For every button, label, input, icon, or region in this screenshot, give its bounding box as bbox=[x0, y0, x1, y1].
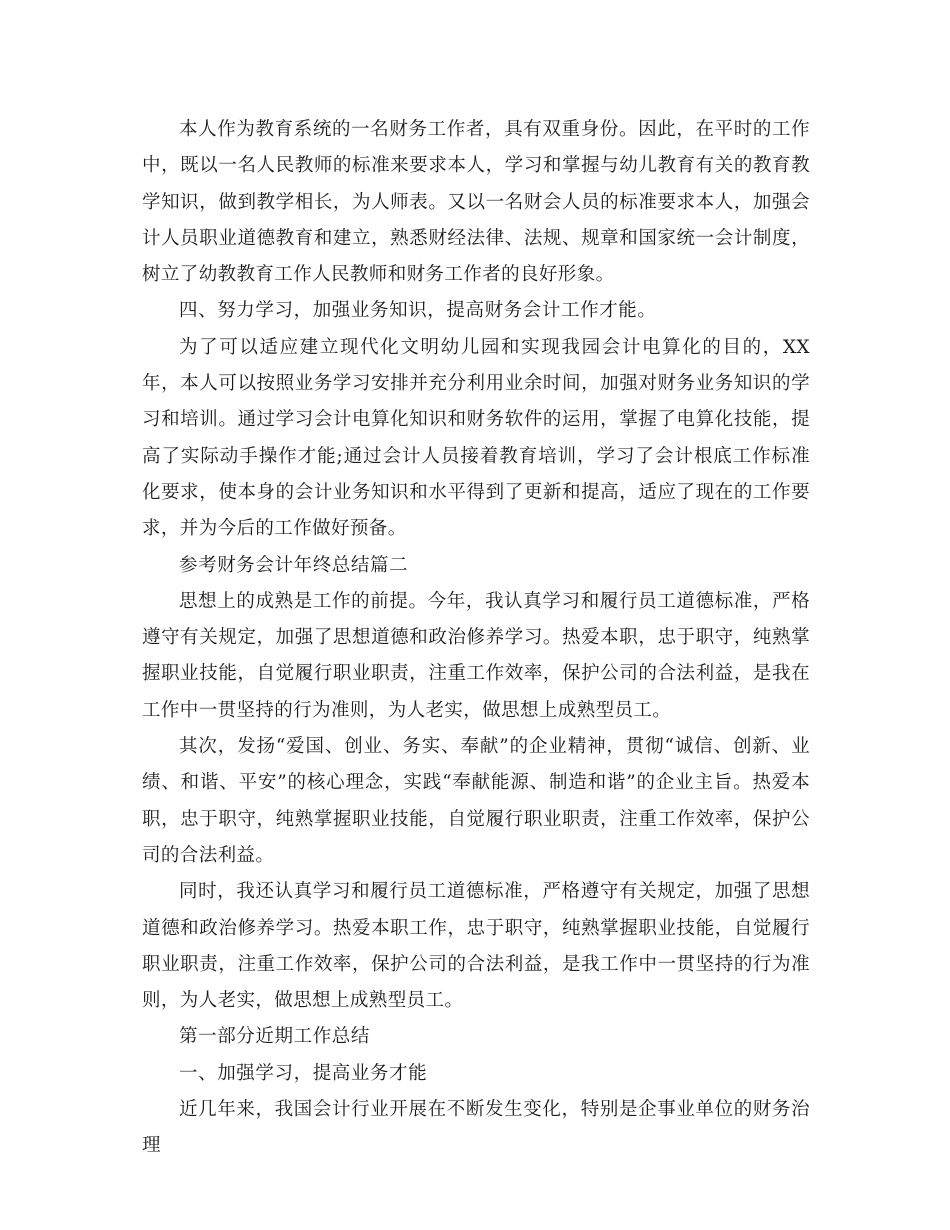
section-heading-part-two: 参考财务会计年终总结篇二 bbox=[179, 554, 409, 576]
section-heading-strengthen-learning: 一、加强学习，提高业务才能 bbox=[179, 1062, 428, 1084]
paragraph-dual-identity: 本人作为教育系统的一名财务工作者，具有双重身份。因此，在平时的工作中，既以一名人民教师的标准来要求本人，学习和掌握与幼儿教育有关的教育教学知识，做到教学相长，为人师表。又以一名财会人员的标准要求本人，加强会计人员职业道德教育和建立，熟悉财经法律、法规、规章和国家统一会计制度，树立了幼教教育工作人民教师和财务工作者的良好形象。 bbox=[142, 119, 810, 286]
document-body bbox=[142, 112, 810, 1165]
section-heading-study: 四、努力学习，加强业务知识，提高财务会计工作才能。 bbox=[179, 300, 657, 322]
paragraph-ideological-maturity: 思想上的成熟是工作的前提。今年，我认真学习和履行员工道德标准，严格遵守有关规定，加强了思想道德和政治修养学习。热爱本职，忠于职守，纯熟掌握职业技能，自觉履行职业职责，注重工作效率，保护公司的合法利益，是我在工作中一贯坚持的行为准则，为人老实，做思想上成熟型员工。 bbox=[142, 590, 810, 721]
section-heading-recent-summary: 第一部分近期工作总结 bbox=[179, 1026, 371, 1048]
paragraph-enterprise-spirit: 其次，发扬“爱国、创业、务实、奉献”的企业精神，贯彻“诚信、创新、业绩、和谐、平安”的核心理念，实践“奉献能源、制造和谐”的企业主旨。热爱本职，忠于职守，纯熟掌握职业技能，自觉履行职业职责，注重工作效率，保护公司的合法利益。 bbox=[142, 736, 810, 866]
paragraph-computerized-accounting: 为了可以适应建立现代化文明幼儿园和实现我园会计电算化的目的，XX年，本人可以按照业务学习安排并充分利用业余时间，加强对财务业务知识的学习和培训。通过学习会计电算化知识和财务软件的运用，掌握了电算化技能，提高了实际动手操作才能;通过会计人员接着教育培训，学习了会计根底工作标准化要求，使本身的会计业务知识和水平得到了更新和提高，适应了现在的工作要求，并为今后的工作做好预备。 bbox=[142, 336, 810, 540]
paragraph-recent-years: 近几年来，我国会计行业开展在不断发生变化，特别是企事业单位的财务治理 bbox=[142, 1099, 810, 1157]
paragraph-meanwhile: 同时，我还认真学习和履行员工道德标准，严格遵守有关规定，加强了思想道德和政治修养学习。热爱本职工作，忠于职守，纯熟掌握职业技能，自觉履行职业职责，注重工作效率，保护公司的合法利益，是我工作中一贯坚持的行为准则，为人老实，做思想上成熟型员工。 bbox=[142, 881, 810, 1012]
